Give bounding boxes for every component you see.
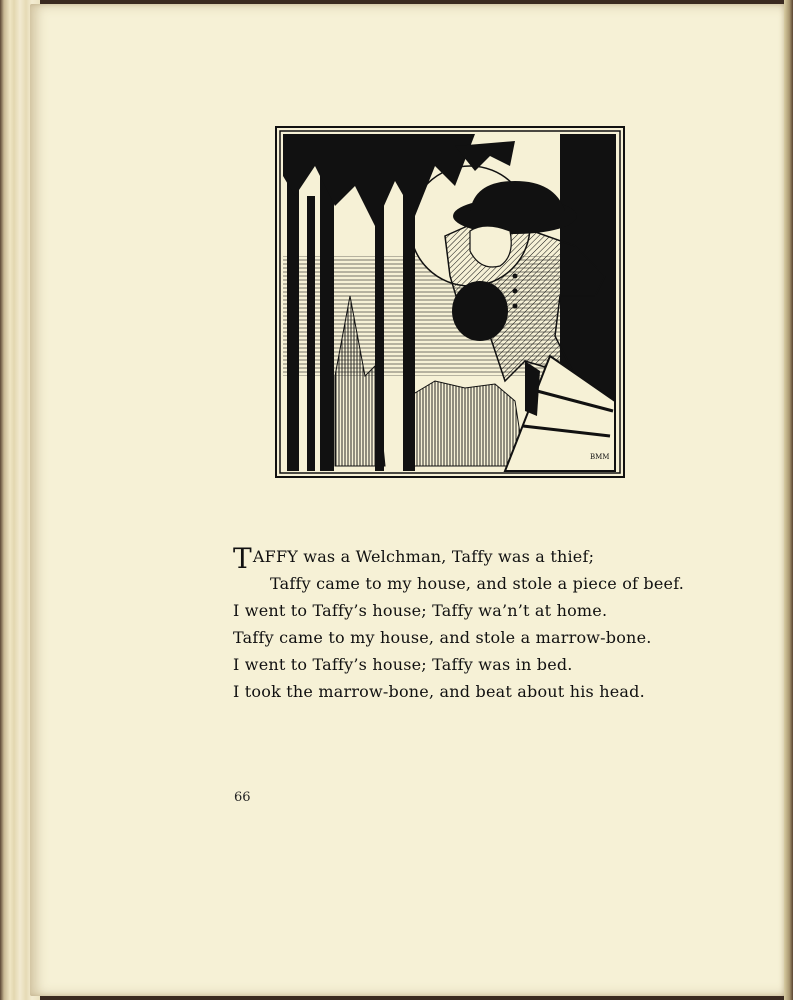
book-right-edge [784, 0, 793, 1000]
svg-text:BMM: BMM [590, 453, 610, 461]
poem-line-2: Taffy came to my house, and stole a piece of beef. [270, 574, 685, 593]
taffy-illustration-icon [275, 126, 625, 478]
poem-line-1 [233, 542, 683, 575]
drop-cap: T [233, 542, 252, 575]
poem-line-4: Taffy came to my house, and stole a marrow-bone. [233, 628, 652, 647]
poem [233, 543, 683, 705]
taffy-illustration [275, 126, 625, 478]
poem-line-3: I went to Taffy’s house; Taffy wa’n’t at home. [233, 601, 608, 620]
page-number: 66 [234, 790, 251, 805]
poem-line-6: I took the marrow-bone, and beat about his head. [233, 682, 645, 701]
poem-line-1-text: AFFY was a Welchman, Taffy was a thief; [252, 547, 595, 566]
poem-line-5: I went to Taffy’s house; Taffy was in bed. [233, 655, 573, 674]
